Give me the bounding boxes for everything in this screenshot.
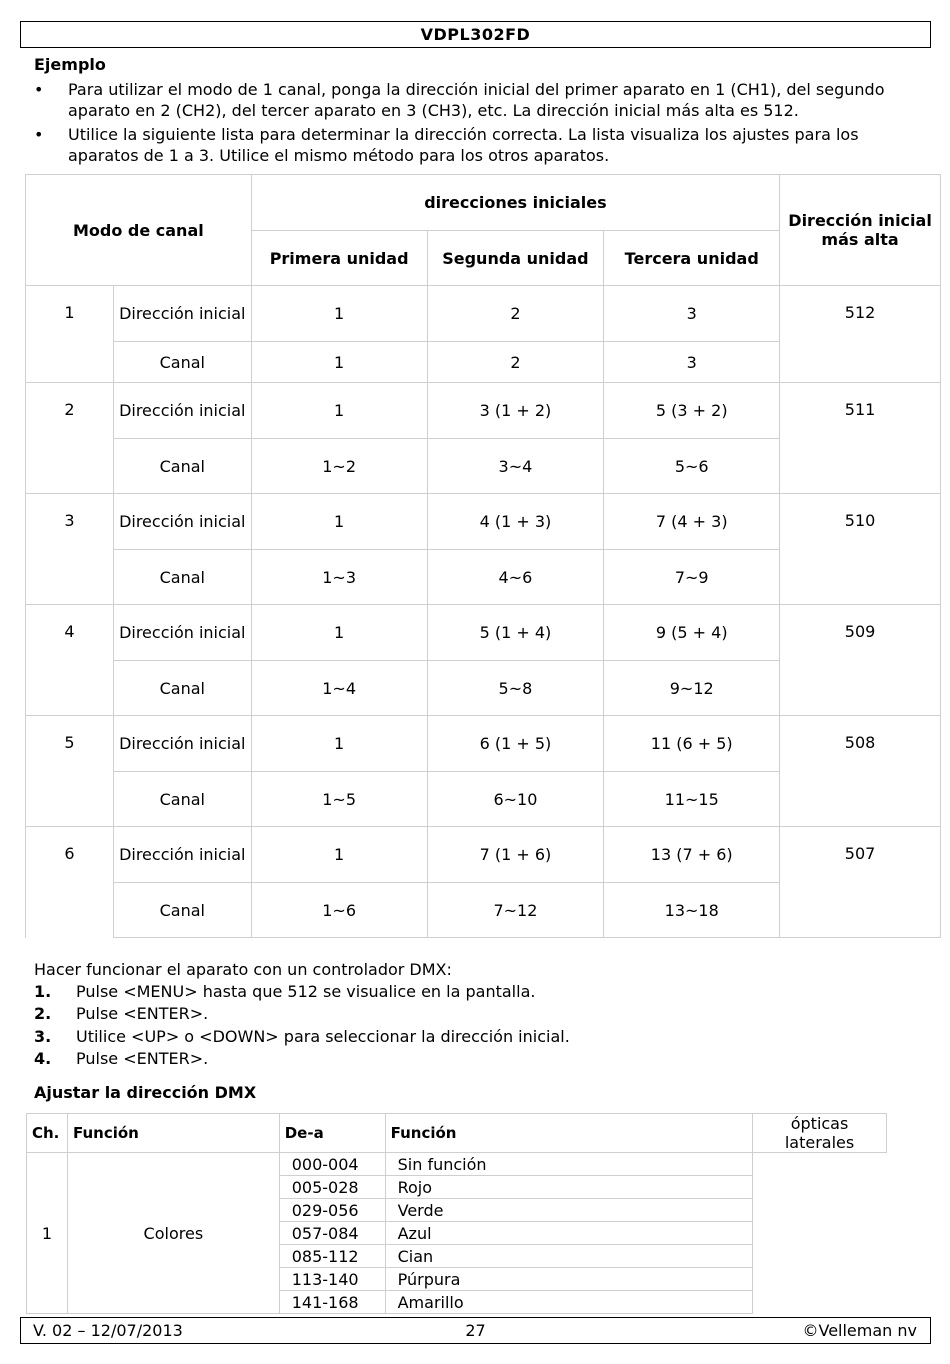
mode-number: 3 [26,494,114,605]
page-footer [20,1317,931,1344]
row-label-channel: Canal [113,883,251,938]
third-unit-address: 3 [604,286,780,342]
table-row [26,286,941,342]
table-row [26,494,941,550]
dmx-controller-steps [34,959,914,1070]
row-label-start-address: Dirección inicial [113,605,251,661]
third-unit-channels: 3 [604,342,780,383]
highest-address: 508 [780,716,941,827]
step-number: 1. [34,982,52,1001]
dmx-function: Rojo [385,1176,752,1199]
dmx-address-table [26,1113,887,1314]
second-unit-address: 6 (1 + 5) [427,716,604,772]
row-label-channel: Canal [113,342,251,383]
third-unit-channels: 13~18 [604,883,780,938]
list-item [34,124,924,166]
step-text: Pulse <MENU> hasta que 512 se visualice en la pantalla. [76,982,536,1001]
steps-list [34,981,914,1070]
table-row [26,716,941,772]
header-second-unit: Segunda unidad [427,231,604,286]
row-label-start-address: Dirección inicial [113,286,251,342]
example-bullet-list [34,79,924,169]
page-header [20,21,931,48]
first-unit-channels: 1~3 [251,550,427,605]
header-ch: Ch. [27,1114,68,1153]
third-unit-address: 7 (4 + 3) [604,494,780,550]
header-start-addresses: direcciones iniciales [251,175,779,231]
dmx-range: 085-112 [279,1245,385,1268]
second-unit-address: 2 [427,286,604,342]
first-unit-address: 1 [251,286,427,342]
channel-mode-table [25,174,941,938]
side-optics-label: ópticas laterales [784,1114,855,1152]
dmx-range: 113-140 [279,1268,385,1291]
highest-address: 512 [780,286,941,383]
copyright: ©Velleman nv [802,1321,917,1340]
example-heading: Ejemplo [34,55,106,74]
second-unit-address: 7 (1 + 6) [427,827,604,883]
highest-address: 510 [780,494,941,605]
channel-number: 1 [27,1153,68,1314]
second-unit-channels: 4~6 [427,550,604,605]
row-label-channel: Canal [113,550,251,605]
page-number: 27 [465,1321,486,1340]
second-unit-channels: 2 [427,342,604,383]
second-unit-address: 3 (1 + 2) [427,383,604,439]
list-item [34,79,924,121]
steps-intro: Hacer funcionar el aparato con un controlador DMX: [34,960,452,979]
row-label-start-address: Dirección inicial [113,383,251,439]
first-unit-address: 1 [251,383,427,439]
step-text: Pulse <ENTER>. [76,1048,209,1068]
bullet-icon: • [34,125,44,144]
step-text: Utilice <UP> o <DOWN> para seleccionar la dirección inicial. [76,1026,570,1046]
third-unit-address: 11 (6 + 5) [604,716,780,772]
row-label-start-address: Dirección inicial [113,716,251,772]
dmx-function: Amarillo [385,1291,752,1314]
table-row [26,383,941,439]
first-unit-address: 1 [251,827,427,883]
mode-number: 2 [26,383,114,494]
mode-number: 1 [26,286,114,383]
first-unit-channels: 1~5 [251,772,427,827]
bullet-text: Utilice la siguiente lista para determinar la dirección correcta. La lista visualiza los ajustes para los aparatos de 1 a 3. Utilice el mismo método para los otros aparatos. [68,125,859,165]
row-label-channel: Canal [113,661,251,716]
list-item [34,1003,914,1025]
header-range: De-a [279,1114,385,1153]
dmx-function: Cian [385,1245,752,1268]
header-function: Función [67,1114,279,1153]
header-highest-address: Dirección inicial más alta [780,175,941,286]
dmx-range: 029-056 [279,1199,385,1222]
table-header-row [26,175,941,231]
mode-number: 6 [26,827,114,938]
dmx-range: 000-004 [279,1153,385,1176]
table-header-row [27,1114,887,1153]
mode-number: 5 [26,716,114,827]
list-item [34,1026,914,1048]
third-unit-address: 5 (3 + 2) [604,383,780,439]
first-unit-channels: 1 [251,342,427,383]
dmx-range: 141-168 [279,1291,385,1314]
first-unit-channels: 1~4 [251,661,427,716]
table-row [26,605,941,661]
table-row [26,827,941,883]
header-channel-mode: Modo de canal [26,175,252,286]
function-name: Colores [67,1153,279,1314]
second-unit-channels: 6~10 [427,772,604,827]
bullet-icon: • [34,80,44,99]
highest-address: 511 [780,383,941,494]
dmx-rows [27,1153,887,1314]
second-unit-channels: 5~8 [427,661,604,716]
dmx-range: 005-028 [279,1176,385,1199]
bullet-text: Para utilizar el modo de 1 canal, ponga la dirección inicial del primer aparato en 1 (CH1), del segundo aparato en 2 (CH2), del tercer aparato en 3 (CH3), etc. La dirección inicial más alta es 512. [68,80,885,120]
dmx-heading: Ajustar la dirección DMX [34,1083,257,1102]
document-title: VDPL302FD [420,25,531,44]
dmx-function: Púrpura [385,1268,752,1291]
side-optics-cell [753,1114,887,1153]
list-item [34,981,914,1003]
step-number: 3. [34,1026,52,1046]
highest-address: 509 [780,605,941,716]
step-number: 2. [34,1004,52,1024]
dmx-function: Azul [385,1222,752,1245]
list-item [34,1048,914,1070]
dmx-function: Sin función [385,1153,752,1176]
second-unit-channels: 3~4 [427,439,604,494]
header-third-unit: Tercera unidad [604,231,780,286]
row-label-channel: Canal [113,439,251,494]
third-unit-channels: 9~12 [604,661,780,716]
step-text: Pulse <ENTER>. [76,1004,209,1024]
dmx-range: 057-084 [279,1222,385,1245]
second-unit-channels: 7~12 [427,883,604,938]
version-date: V. 02 – 12/07/2013 [33,1321,183,1340]
channel-mode-rows [26,286,941,938]
first-unit-address: 1 [251,716,427,772]
table-row [27,1153,887,1176]
first-unit-address: 1 [251,605,427,661]
row-label-start-address: Dirección inicial [113,494,251,550]
third-unit-address: 9 (5 + 4) [604,605,780,661]
dmx-function: Verde [385,1199,752,1222]
header-first-unit: Primera unidad [251,231,427,286]
first-unit-address: 1 [251,494,427,550]
row-label-channel: Canal [113,772,251,827]
row-label-start-address: Dirección inicial [113,827,251,883]
first-unit-channels: 1~2 [251,439,427,494]
second-unit-address: 4 (1 + 3) [427,494,604,550]
header-function-detail: Función [385,1114,752,1153]
first-unit-channels: 1~6 [251,883,427,938]
third-unit-channels: 5~6 [604,439,780,494]
third-unit-address: 13 (7 + 6) [604,827,780,883]
step-number: 4. [34,1048,52,1068]
third-unit-channels: 7~9 [604,550,780,605]
second-unit-address: 5 (1 + 4) [427,605,604,661]
third-unit-channels: 11~15 [604,772,780,827]
mode-number: 4 [26,605,114,716]
highest-address: 507 [780,827,941,938]
